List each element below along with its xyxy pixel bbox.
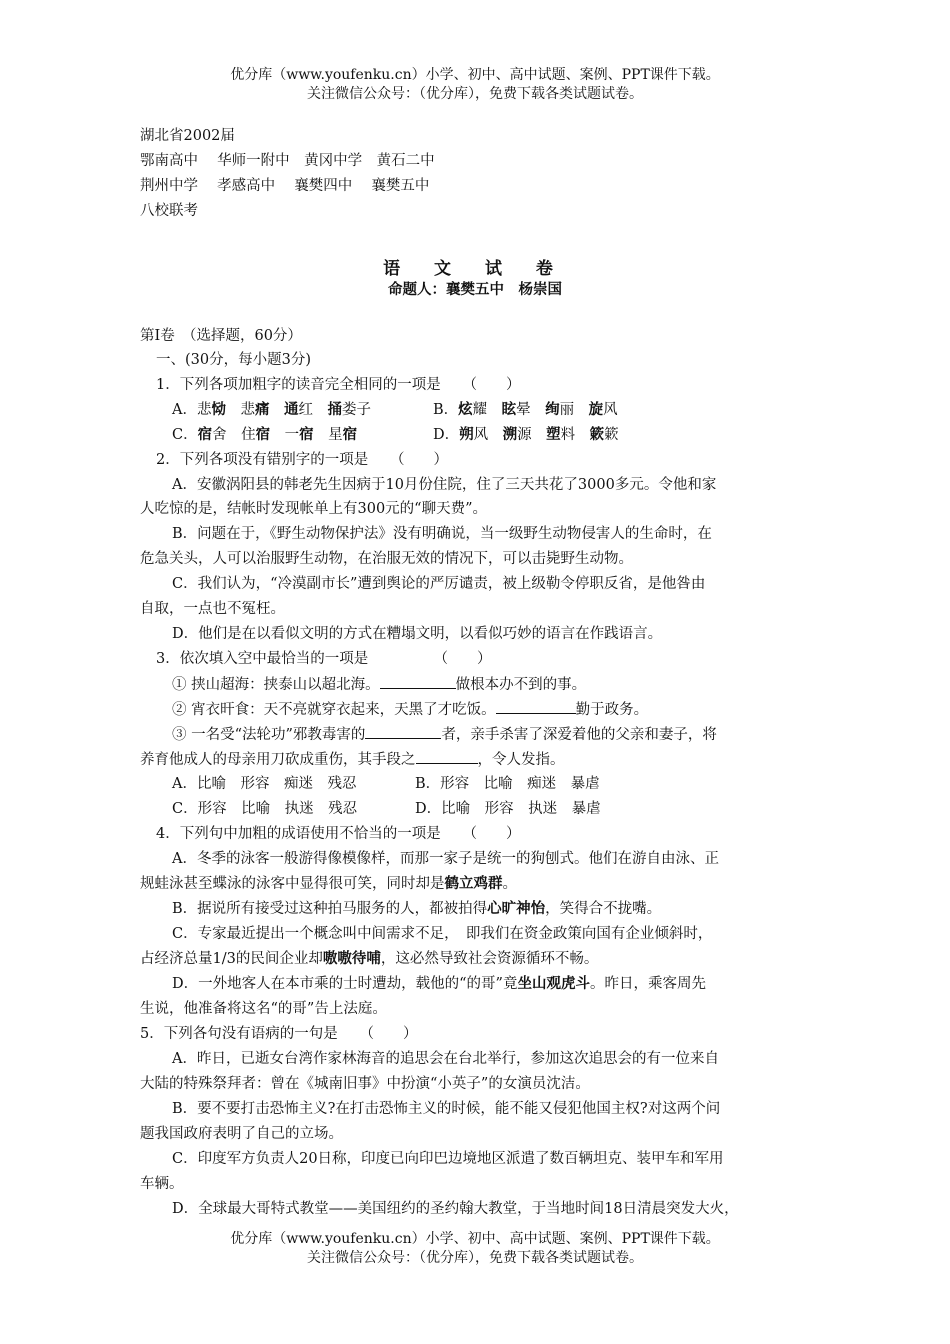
- page-title: 语 文 试 卷: [383, 259, 567, 279]
- q3-sentence-1: ① 挟山超海：挟泰山以超北海。 做根本办不到的事。: [172, 674, 586, 695]
- q2-option-b-cont: 危急关头，人可以治服野生动物，在治服无效的情况下，可以击毙野生动物。: [140, 551, 633, 567]
- q4-option-c-cont: 占经济总量1/3的民间企业却嗷嗷待哺，这必然导致社会资源循环不畅。: [140, 950, 599, 967]
- q5-option-a: A．昨日，已逝女台湾作家林海音的追思会在台北举行，参加这次追思会的有一位来自: [172, 1051, 719, 1067]
- q4-option-a: A．冬季的泳客一般游得像模像样，而那一家子是统一的狗刨式。他们在游自由泳、正: [172, 851, 719, 867]
- page-footer: [0, 1230, 950, 1268]
- header-line-1: 优分库（www.youfenku.cn）小学、初中、高中试题、案例、PPT课件下载。: [230, 67, 720, 83]
- schools-line-2: 荆州中学 孝感高中 襄樊四中 襄樊五中: [140, 178, 430, 194]
- q5-option-c: C．印度军方负责人20日称，印度已向印巴边境地区派遣了数百辆坦克、装甲车和军用: [172, 1151, 724, 1167]
- q2-option-a-cont: 人吃惊的是，结帐时发现帐单上有300元的“聊天费”。: [140, 501, 487, 517]
- q5-option-b: B．要不要打击恐怖主义?在打击恐怖主义的时候，能不能又侵犯他国主权?对这两个问: [172, 1101, 721, 1117]
- idiom-highlight: 鹤立鸡群: [444, 875, 503, 892]
- idiom-highlight: 嗷嗷待哺: [322, 950, 381, 967]
- q5-stem: 5．下列各句没有语病的一句是 （ ）: [140, 1026, 418, 1042]
- q3-stem: 3．依次填入空中最恰当的一项是 （ ）: [156, 651, 492, 667]
- author-line: 命题人：襄樊五中 杨崇国: [388, 281, 562, 298]
- province-line: 湖北省2002届: [140, 128, 235, 144]
- q1-option-d: D．朔风 溯源 塑料 簌簌: [433, 426, 619, 443]
- q2-option-d: D．他们是在以看似文明的方式在糟塌文明，以看似巧妙的语言在作践语言。: [172, 626, 663, 642]
- q3-sentence-3: ③ 一名受“法轮功”邪教毒害的 者，亲手杀害了深爱着他的父亲和妻子，将: [172, 724, 717, 745]
- part-heading: 第Ⅰ卷 （选择题，60分）: [140, 328, 302, 344]
- q2-option-a: A．安徽涡阳县的韩老先生因病于10月份住院，住了三天共花了3000多元。令他和家: [172, 477, 717, 493]
- q2-option-c: C．我们认为，“冷漠副市长”遭到舆论的严厉谴责，被上级勒令停职反省，是他咎由: [172, 576, 706, 592]
- exam-type-line: 八校联考: [140, 203, 198, 219]
- q2-option-b: B．问题在于，《野生动物保护法》没有明确说，当一级野生动物侵害人的生命时，在: [172, 526, 712, 542]
- q3-sentence-3-cont: 养育他成人的母亲用刀砍成重伤，其手段之 ，令人发指。: [140, 749, 565, 770]
- q5-option-b-cont: 题我国政府表明了自己的立场。: [140, 1126, 343, 1142]
- q5-option-c-cont: 车辆。: [140, 1176, 184, 1192]
- q2-option-c-cont: 自取，一点也不冤枉。: [140, 601, 285, 617]
- q1-stem: 1．下列各项加粗字的读音完全相同的一项是 （ ）: [156, 377, 521, 393]
- q4-option-d: D．一外地客人在本市乘的士时遭劫，载他的“的哥”竟坐山观虎斗。昨日，乘客周先: [172, 975, 706, 992]
- header-line-2: 关注微信公众号：（优分库），免费下载各类试题试卷。: [307, 86, 643, 102]
- q1-option-b: B．炫耀 眩晕 绚丽 旋风: [433, 401, 618, 418]
- q1-option-c: C．宿舍 住宿 一宿 星宿: [172, 426, 358, 443]
- q4-stem: 4．下列句中加粗的成语使用不恰当的一项是 （ ）: [156, 826, 521, 842]
- footer-line-1: 优分库（www.youfenku.cn）小学、初中、高中试题、案例、PPT课件下载。: [230, 1231, 720, 1247]
- q5-option-d: D．全球最大哥特式教堂——美国纽约的圣约翰大教堂，于当地时间18日清晨突发大火，: [172, 1201, 739, 1217]
- q3-option-c: C．形容 比喻 执迷 残忍: [172, 801, 358, 817]
- q4-option-a-cont: 规蛙泳甚至蝶泳的泳客中显得很可笑，同时却是鹤立鸡群。: [140, 875, 517, 892]
- q1-option-a: A．悲恸 悲痛 通红 捅娄子: [172, 401, 371, 418]
- section-heading: 一、(30分，每小题3分): [156, 352, 311, 368]
- q3-option-d: D．比喻 形容 执迷 暴虐: [415, 801, 601, 817]
- q3-option-a: A．比喻 形容 痴迷 残忍: [172, 776, 357, 792]
- page-header: [0, 66, 950, 104]
- q5-option-a-cont: 大陆的特殊祭拜者：曾在《城南旧事》中扮演“小英子”的女演员沈洁。: [140, 1076, 590, 1092]
- q3-option-b: B．形容 比喻 痴迷 暴虐: [415, 776, 600, 792]
- idiom-highlight: 心旷神怡: [487, 900, 546, 917]
- idiom-highlight: 坐山观虎斗: [517, 975, 590, 992]
- q3-sentence-2: ② 宵衣旰食：天不亮就穿衣起来，天黑了才吃饭。 勤于政务。: [172, 699, 648, 720]
- schools-line-1: 鄂南高中 华师一附中 黄冈中学 黄石二中: [140, 153, 435, 169]
- q4-option-c: C．专家最近提出一个概念叫中间需求不足， 即我们在资金政策向国有企业倾斜时，: [172, 926, 713, 942]
- q4-option-d-cont: 生说，他准备将这名“的哥”告上法庭。: [140, 1001, 387, 1017]
- q4-option-b: B．据说所有接受过这种拍马服务的人，都被拍得心旷神怡，笑得合不拢嘴。: [172, 900, 662, 917]
- q2-stem: 2．下列各项没有错别字的一项是 （ ）: [156, 452, 448, 468]
- footer-line-2: 关注微信公众号：（优分库），免费下载各类试题试卷。: [307, 1250, 643, 1266]
